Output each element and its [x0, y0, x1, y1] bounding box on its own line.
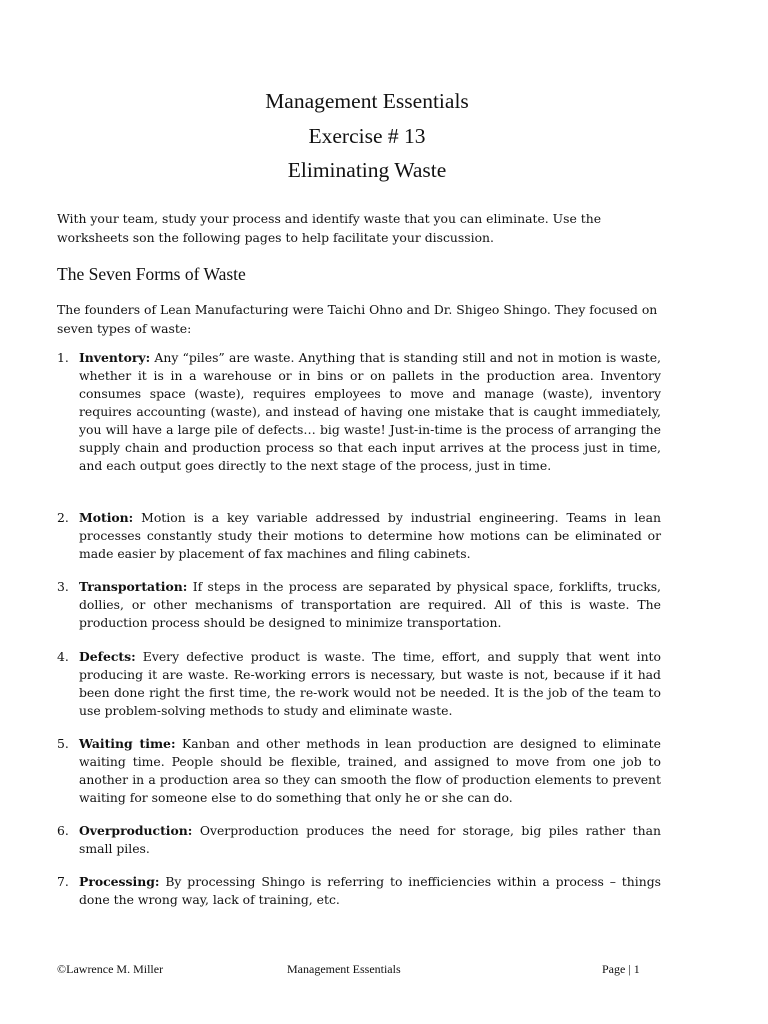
waste-description: Any “piles” are waste. Anything that is standing still and not in motion is waste, whether it is in a warehouse or in bins or on pallets in the production area. Inventory consumes space (waste), requires employees to move and manage (waste), inventory requires accounting (waste), and instead of having one mistake that is caught immediately, you will have a large pile of defects… big waste! Just-in-time is the process of arranging the supply chain and production process so that each input arrives at the process just in time, and each output goes directly to the next stage of the process, just in time. [79, 350, 661, 473]
exercise-title: Eliminating Waste [287, 158, 447, 182]
exercise-number: Exercise # 13 [308, 123, 426, 148]
waste-description: Motion is a key variable addressed by industrial engineering. Teams in lean processes constantly study their motions to determine how motions can be eliminated or made easier by placement of fax machines and filing cabinets. [79, 510, 661, 561]
waste-term: Processing: [79, 874, 160, 889]
document-title-block [0, 84, 734, 188]
document-title: Management Essentials [265, 89, 469, 113]
waste-item-transportation [57, 578, 661, 632]
waste-item-defects [57, 648, 661, 720]
list-number: 6. [57, 823, 69, 838]
waste-item-processing [57, 873, 661, 909]
waste-description: Every defective product is waste. The time, effort, and supply that went into producing it are waste. Re-working errors is necessary, but waste is not, because if it had been done right the first time, the re-work would not be needed. It is the job of the team to use problem-solving methods to study and eliminate waste. [79, 649, 661, 718]
waste-description: Kanban and other methods in lean production are designed to eliminate waiting time. People should be flexible, trained, and assigned to move from one job to another in a production area so they can smooth the flow of production elements to prevent waiting for someone else to do something that only he or she can do. [79, 736, 661, 805]
waste-description: Overproduction produces the need for storage, big piles rather than small piles. [79, 823, 661, 856]
footer-page-number: Page | 1 [602, 962, 640, 976]
waste-term: Overproduction: [79, 823, 193, 838]
footer-title: Management Essentials [287, 962, 401, 976]
waste-term: Inventory: [79, 350, 151, 365]
footer-copyright: ©Lawrence M. Miller [57, 962, 164, 976]
waste-item-overproduction [57, 822, 661, 858]
waste-term: Transportation: [79, 579, 188, 594]
waste-term: Waiting time: [79, 736, 176, 751]
waste-term: Motion: [79, 510, 134, 525]
intro-text: With your team, study your process and identify waste that you can eliminate. Use the worksheets son the following pages to help facilitate your discussion. [57, 211, 602, 245]
intro-paragraph [57, 209, 661, 247]
waste-description: By processing Shingo is referring to inefficiencies within a process – things done the wrong way, lack of training, etc. [79, 874, 661, 907]
list-number: 3. [57, 579, 69, 594]
list-number: 5. [57, 736, 69, 751]
waste-description: If steps in the process are separated by physical space, forklifts, trucks, dollies, or other mechanisms of transportation are required. All of this is waste. The production process should be designed to minimize transportation. [79, 579, 661, 630]
page-footer [57, 962, 661, 980]
waste-item-inventory [57, 349, 661, 475]
section-heading: The Seven Forms of Waste [57, 264, 246, 284]
list-number: 1. [57, 350, 69, 365]
waste-term: Defects: [79, 649, 136, 664]
waste-item-motion [57, 509, 661, 563]
waste-item-waiting-time [57, 735, 661, 807]
list-number: 7. [57, 874, 69, 889]
list-number: 2. [57, 510, 69, 525]
list-number: 4. [57, 649, 69, 664]
founders-paragraph: The founders of Lean Manufacturing were Taichi Ohno and Dr. Shigeo Shingo. They focused on seven types of waste: [57, 302, 658, 336]
